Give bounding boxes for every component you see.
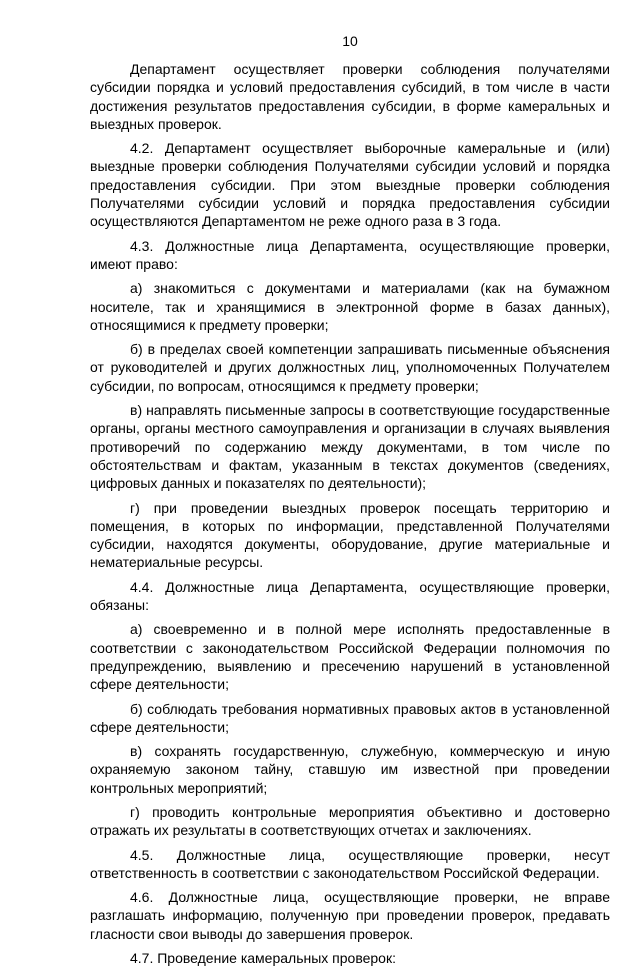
page-number: 10 [342,33,358,49]
paragraph-4-4-v: в) сохранять государственную, служебную, коммерческую и иную охраняемую законом тайну, ставшую им известной при проведении контрольных мероприятий; [90,743,610,796]
paragraph-4-3-v: в) направлять письменные запросы в соответствующие государственные органы, органы местного самоуправления и организации в случаях выявления противоречий по содержанию между документами, в том числе по обстоятельствам и фактам, указанным в текстах документов (сведениях, цифровых данных и показателях по деятельности); [90,402,610,492]
paragraph-4-3-g: г) при проведении выездных проверок посещать территорию и помещения, в которых по информации, представленной Получателями субсидии, находятся документы, оборудование, другие материальные и нематериальные ресурсы. [90,499,610,571]
document-body [90,60,610,973]
paragraph-4-4-b: б) соблюдать требования нормативных правовых актов в установленной сфере деятельности; [90,700,610,735]
paragraph-4-3-b: б) в пределах своей компетенции запрашивать письменные объяснения от руководителей и других должностных лиц, уполномоченных Получателем субсидии, по вопросам, относящимся к предмету проверки; [90,341,610,394]
paragraph-4-5: 4.5. Должностные лица, осуществляющие проверки, несут ответственность в соответствии с законодательством Российской Федерации. [90,846,610,881]
paragraph-4-7: 4.7. Проведение камеральных проверок: [130,950,396,967]
paragraph-4-6: 4.6. Должностные лица, осуществляющие проверки, не вправе разглашать информацию, полученную при проведении проверок, предавать гласности свои выводы до завершения проверок. [90,889,610,942]
paragraph-4-1: Департамент осуществляет проверки соблюдения получателями субсидии порядка и условий предоставления субсидий, в том числе в части достижения результатов предоставления субсидии, в форме камеральных и выездных проверок. [90,61,610,132]
paragraph-4-3-a: а) знакомиться с документами и материалами (как на бумажном носителе, так и хранящимися в электронной форме в базах данных), относящимися к предмету проверки; [90,280,610,333]
paragraph-4-4: 4.4. Должностные лица Департамента, осуществляющие проверки, обязаны: [90,578,610,614]
paragraph-4-4-a: а) своевременно и в полной мере исполнять предоставленные в соответствии с законодательством Российской Федерации полномочия по предупреждению, выявлению и пресечению нарушений в установленной сфере деятельности; [90,621,610,693]
paragraph-4-4-g: г) проводить контрольные мероприятия объективно и достоверно отражать их результаты в соответствующих отчетах и заключениях. [90,803,610,839]
paragraph-4-2: 4.2. Департамент осуществляет выборочные камеральные и (или) выездные проверки соблюдения Получателями субсидии условий и порядка предоставления субсидии. При этом выездные проверки соблюдения Получателями субсидии условий и порядка предоставления субсидии осуществляются Департаментом не реже одного раза в 3 года. [90,140,610,230]
document-page [90,0,610,967]
paragraph-4-3: 4.3. Должностные лица Департамента, осуществляющие проверки, имеют право: [90,237,610,272]
